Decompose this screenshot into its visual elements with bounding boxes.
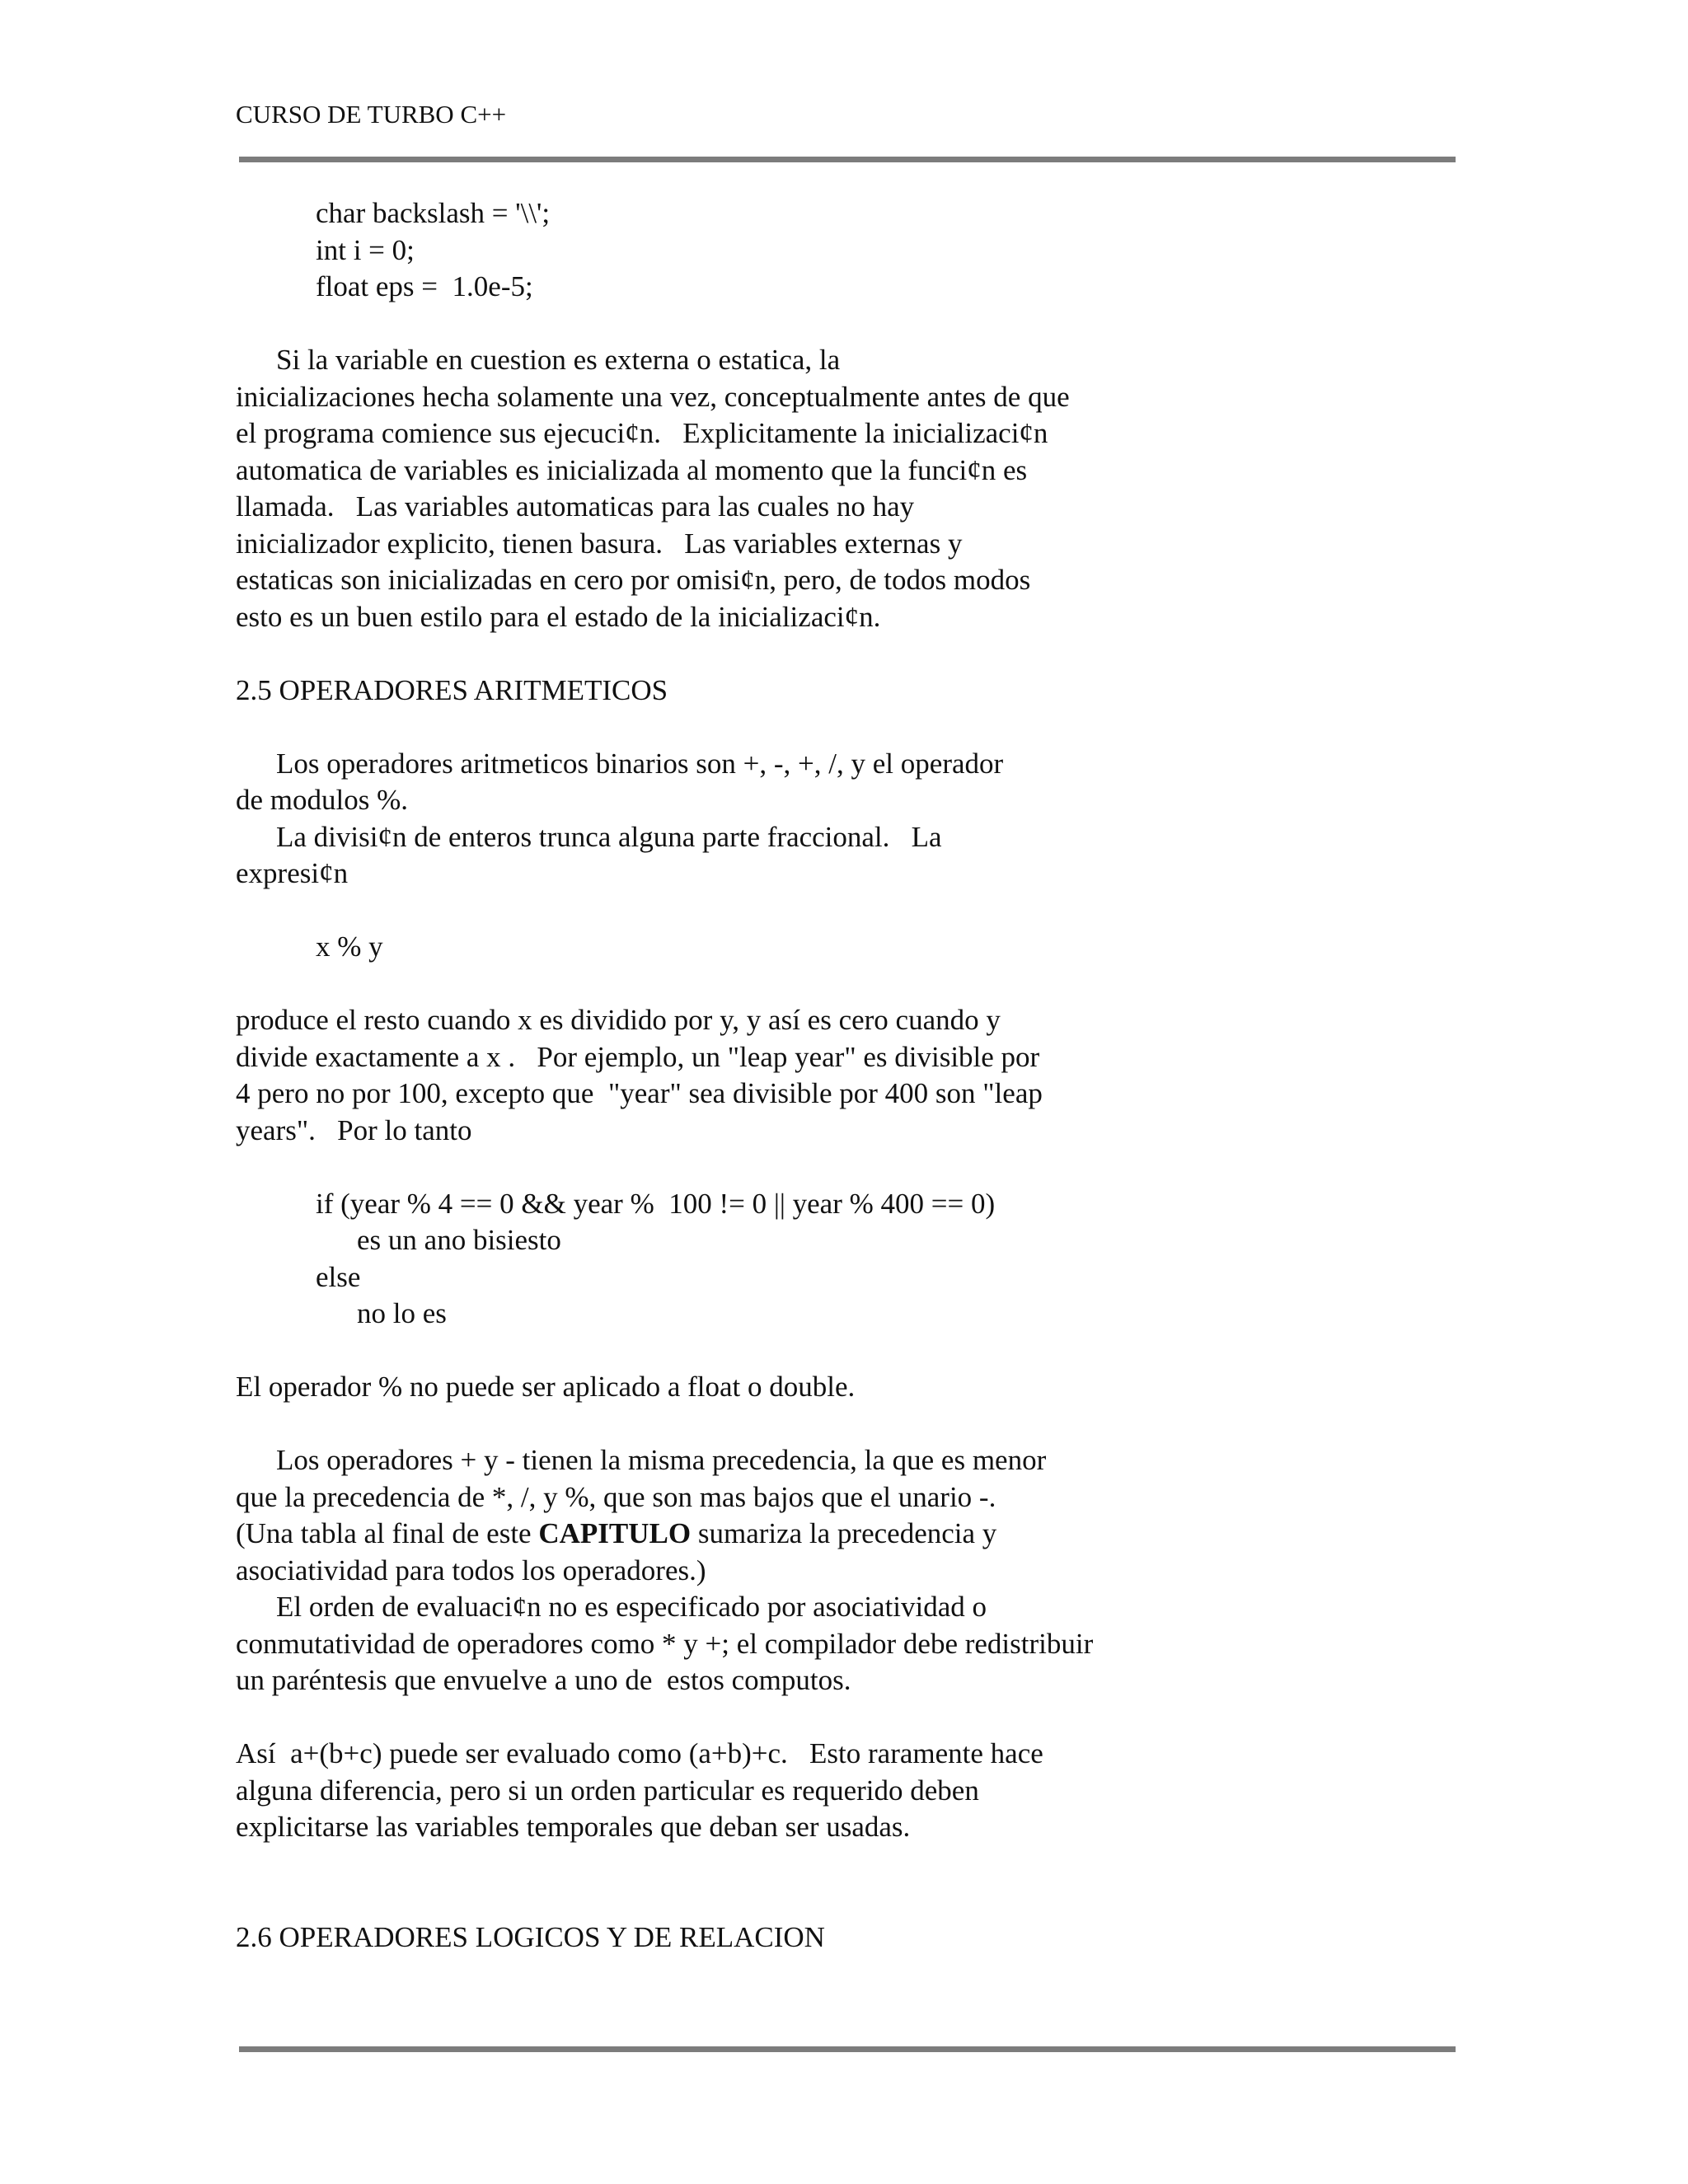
blank-line — [236, 709, 1472, 746]
paragraph-line: de modulos %. — [236, 784, 409, 816]
paragraph-line: Si la variable en cuestion es externa o estatica, la — [276, 344, 841, 376]
paragraph-line: inicializador explicito, tienen basura. Las variables externas y — [236, 527, 963, 560]
paragraph-line: La divisi¢n de enteros trunca alguna parte fraccional. La — [276, 820, 942, 853]
paragraph-line: explicitarse las variables temporales que deban ser usadas. — [236, 1811, 911, 1843]
paragraph-line: years". Por lo tanto — [236, 1113, 472, 1146]
code-line: es un ano bisiesto — [357, 1224, 561, 1256]
code-line: int i = 0; — [316, 233, 415, 266]
blank-line — [236, 893, 1472, 930]
footer-divider — [239, 2046, 1456, 2052]
blank-line — [236, 1333, 1472, 1370]
code-line: float eps = 1.0e-5; — [316, 270, 533, 302]
paragraph-line: el programa comience sus ejecuci¢n. Explicitamente la inicializaci¢n — [236, 417, 1048, 449]
paragraph-line: Los operadores + y - tienen la misma precedencia, la que es menor — [276, 1444, 1047, 1476]
paragraph-line: conmutatividad de operadores como * y +; el compilador debe redistribuir — [236, 1627, 1094, 1660]
code-line: if (year % 4 == 0 && year % 100 != 0 || year % 400 == 0) — [316, 1187, 996, 1220]
paragraph-line: El operador % no puede ser aplicado a float o double. — [236, 1371, 856, 1403]
paragraph-line: Así a+(b+c) puede ser evaluado como (a+b)+c. Esto raramente hace — [236, 1737, 1043, 1769]
paragraph-line: 4 pero no por 100, excepto que "year" sea divisible por 400 son "leap — [236, 1077, 1043, 1109]
paragraph-line: alguna diferencia, pero si un orden particular es requerido deben — [236, 1774, 979, 1807]
document-body — [236, 195, 1472, 1956]
code-line: char backslash = '\\'; — [316, 197, 551, 229]
blank-line — [236, 635, 1472, 673]
paragraph-line: El orden de evaluaci¢n no es especificado por asociatividad o — [276, 1591, 987, 1623]
paragraph-line: asociatividad para todos los operadores.) — [236, 1554, 706, 1586]
code-line: x % y — [316, 930, 383, 963]
code-line: else — [316, 1260, 361, 1293]
page-header-title: CURSO DE TURBO C++ — [236, 100, 507, 129]
section-heading: 2.5 OPERADORES ARITMETICOS — [236, 673, 668, 706]
paragraph-line: estaticas son inicializadas en cero por omisi¢n, pero, de todos modos — [236, 564, 1031, 596]
blank-line — [236, 1846, 1472, 1919]
paragraph-line: llamada. Las variables automaticas para las cuales no hay — [236, 490, 915, 523]
paragraph-line: que la precedencia de *, /, y %, que son mas bajos que el unario -. — [236, 1480, 996, 1513]
blank-line — [236, 306, 1472, 343]
section-heading: 2.6 OPERADORES LOGICOS Y DE RELACION — [236, 1920, 825, 1953]
header-divider — [239, 157, 1456, 162]
paragraph-line: inicializaciones hecha solamente una vez, conceptualmente antes de que — [236, 380, 1070, 413]
code-line: no lo es — [357, 1297, 447, 1329]
blank-line — [236, 1699, 1472, 1736]
blank-line — [236, 1406, 1472, 1443]
paragraph-line: expresi¢n — [236, 857, 349, 889]
bold-text: CAPITULO — [538, 1517, 692, 1549]
paragraph-line — [236, 1516, 1472, 1553]
paragraph-line: un paréntesis que envuelve a uno de estos computos. — [236, 1664, 851, 1696]
text-run: (Una tabla al final de este — [236, 1517, 539, 1549]
paragraph-line: divide exactamente a x . Por ejemplo, un "leap year" es divisible por — [236, 1040, 1040, 1073]
text-run: sumariza la precedencia y — [691, 1517, 997, 1549]
paragraph-line: automatica de variables es inicializada al momento que la funci¢n es — [236, 453, 1028, 486]
blank-line — [236, 1149, 1472, 1186]
blank-line — [236, 966, 1472, 1003]
paragraph-line: Los operadores aritmeticos binarios son +, -, +, /, y el operador — [276, 747, 1004, 780]
paragraph-line: produce el resto cuando x es dividido por y, y así es cero cuando y — [236, 1004, 1001, 1036]
paragraph-line: esto es un buen estilo para el estado de la inicializaci¢n. — [236, 600, 881, 633]
